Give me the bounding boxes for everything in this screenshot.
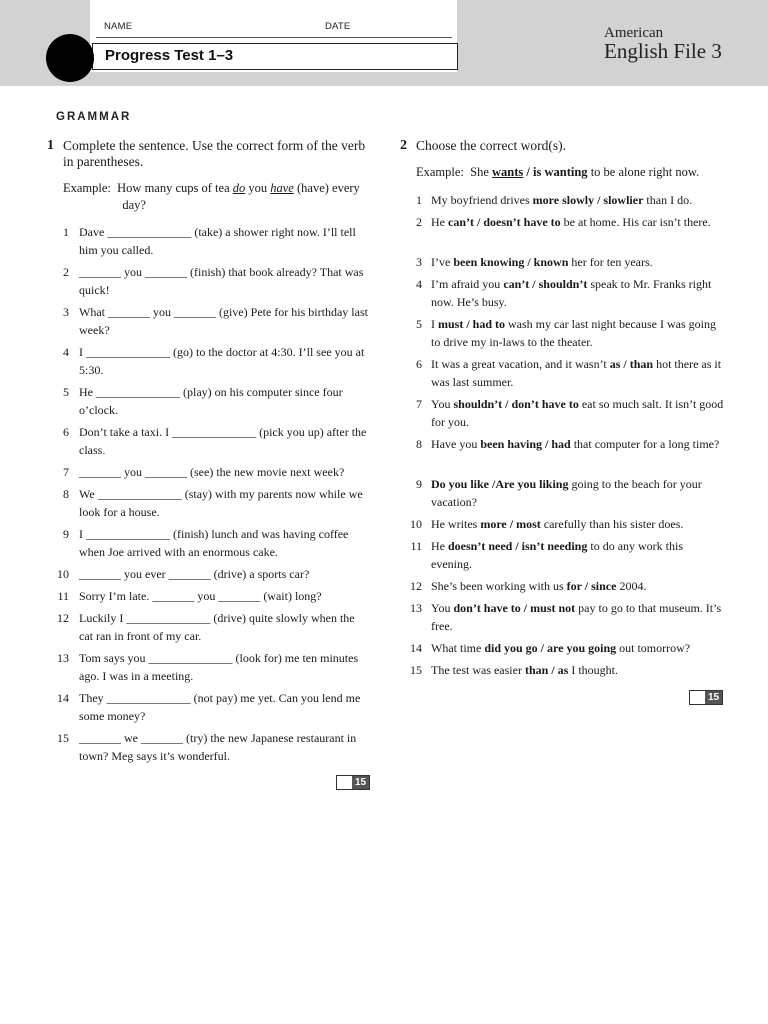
item-number: 9 (63, 527, 69, 541)
item-text: He ______________ (play) on his computer since four o’clock. (79, 385, 343, 417)
item-number: 12 (410, 579, 422, 593)
item-number: 8 (63, 487, 69, 501)
item-text: I’m afraid you can’t / shouldn’t speak to Mr. Franks right now. He’s busy. (431, 277, 712, 309)
item-number: 10 (410, 517, 422, 531)
list-item (47, 224, 370, 264)
section-heading: GRAMMAR (56, 111, 132, 123)
item-number: 7 (63, 465, 69, 479)
list-item (400, 316, 725, 356)
item-text: They ______________ (not pay) me yet. Can you lend me some money? (79, 691, 361, 723)
list-item (400, 600, 725, 640)
list-item (47, 424, 370, 464)
item-text: I ______________ (finish) lunch and was having coffee when Joe arrived with an enormous cake. (79, 527, 349, 559)
list-item (400, 640, 725, 662)
q1-example: Example: How many cups of tea do you have (have) every day? (63, 181, 360, 212)
item-number: 5 (416, 317, 422, 331)
item-number: 13 (57, 651, 69, 665)
item-text: Luckily I ______________ (drive) quite slowly when the cat ran in front of my car. (79, 611, 355, 643)
item-number: 3 (416, 255, 422, 269)
item-text: _______ you _______ (see) the new movie next week? (79, 465, 345, 479)
list-item (47, 690, 370, 730)
item-text: What time did you go / are you going out tomorrow? (431, 641, 691, 655)
q2-list (400, 192, 725, 684)
item-number: 1 (416, 193, 422, 207)
item-text: It was a great vacation, and it wasn’t as / than hot there as it was last summer. (431, 357, 722, 389)
item-text: Have you been having / had that computer for a long time? (431, 437, 720, 451)
item-text: Dave ______________ (take) a shower right now. I’ll tell him you called. (79, 225, 356, 257)
item-number: 7 (416, 397, 422, 411)
list-item (47, 588, 370, 610)
item-text: Do you like /Are you liking going to the beach for your vacation? (431, 477, 702, 509)
list-item (400, 578, 725, 600)
item-text: I’ve been knowing / known her for ten years. (431, 255, 653, 269)
list-item (47, 264, 370, 304)
item-number: 6 (416, 357, 422, 371)
item-number: 15 (410, 663, 422, 677)
item-text: Tom says you ______________ (look for) me ten minutes ago. I was in a meeting. (79, 651, 359, 683)
list-item (47, 610, 370, 650)
item-number: 2 (63, 265, 69, 279)
list-item (400, 516, 725, 538)
brand-title: English File 3 (604, 39, 722, 63)
item-text: What _______ you _______ (give) Pete for his birthday last week? (79, 305, 368, 337)
list-item (47, 344, 370, 384)
item-number: 4 (63, 345, 69, 359)
q1-instruction: Complete the sentence. Use the correct form of the verb in parentheses. (63, 138, 366, 169)
item-number: 10 (57, 567, 69, 581)
q2-example: Example: She wants / is wanting to be alone right now. (416, 165, 700, 179)
item-number: 6 (63, 425, 69, 439)
date-label: DATE (325, 21, 351, 32)
item-text: She’s been working with us for / since 2004. (431, 579, 647, 593)
item-number: 11 (410, 539, 422, 553)
item-number: 15 (57, 731, 69, 745)
q2-number: 2 (400, 138, 407, 153)
item-text: I must / had to wash my car last night because I was going to drive my in-laws to the theater. (431, 317, 716, 349)
circle-marker (46, 34, 94, 82)
q1-list (47, 224, 370, 770)
list-item (47, 526, 370, 566)
list-item (47, 650, 370, 690)
list-item (400, 276, 725, 316)
item-number: 1 (63, 225, 69, 239)
item-text: Don’t take a taxi. I ______________ (pick you up) after the class. (79, 425, 367, 457)
list-item (47, 486, 370, 526)
item-text: Sorry I’m late. _______ you _______ (wait) long? (79, 589, 322, 603)
item-text: He writes more / most carefully than his sister does. (431, 517, 684, 531)
list-item (400, 192, 725, 214)
q2-instruction: Choose the correct word(s). (416, 138, 566, 153)
item-text: _______ you ever _______ (drive) a sports car? (79, 567, 310, 581)
list-item (400, 538, 725, 578)
item-number: 2 (416, 215, 422, 229)
name-date-line (96, 37, 452, 38)
item-number: 3 (63, 305, 69, 319)
title-box (92, 43, 458, 70)
item-text: _______ you _______ (finish) that book already? That was quick! (79, 265, 364, 297)
q1-number: 1 (47, 138, 54, 153)
brand-american: American (604, 25, 664, 41)
item-text: My boyfriend drives more slowly / slowlier than I do. (431, 193, 693, 207)
item-number: 14 (410, 641, 422, 655)
item-number: 5 (63, 385, 69, 399)
list-item (47, 384, 370, 424)
item-number: 12 (57, 611, 69, 625)
item-text: You shouldn’t / don’t have to eat so much salt. It isn’t good for you. (431, 397, 724, 429)
list-item (400, 476, 725, 516)
item-text: The test was easier than / as I thought. (431, 663, 618, 677)
q2-score: 15 (705, 691, 722, 704)
list-item (47, 304, 370, 344)
list-item (400, 254, 725, 276)
item-number: 14 (57, 691, 69, 705)
name-label: NAME (104, 21, 133, 32)
item-text: We ______________ (stay) with my parents now while we look for a house. (79, 487, 363, 519)
item-text: He doesn’t need / isn’t needing to do any work this evening. (431, 539, 684, 571)
list-item (400, 214, 725, 254)
list-item (47, 566, 370, 588)
list-item (400, 662, 725, 684)
page-title: Progress Test 1–3 (105, 47, 234, 64)
item-number: 4 (416, 277, 422, 291)
item-number: 11 (57, 589, 69, 603)
q1-score-box (336, 775, 370, 790)
item-number: 13 (410, 601, 422, 615)
list-item (400, 436, 725, 476)
item-text: You don’t have to / must not pay to go to that museum. It’s free. (431, 601, 722, 633)
list-item (400, 396, 725, 436)
item-text: I ______________ (go) to the doctor at 4:30. I’ll see you at 5:30. (79, 345, 365, 377)
list-item (47, 730, 370, 770)
list-item (47, 464, 370, 486)
q1-score: 15 (352, 776, 369, 789)
list-item (400, 356, 725, 396)
q2-score-box (689, 690, 723, 705)
item-number: 8 (416, 437, 422, 451)
item-number: 9 (416, 477, 422, 491)
item-text: _______ we _______ (try) the new Japanese restaurant in town? Meg says it’s wonderful. (79, 731, 357, 763)
item-text: He can’t / doesn’t have to be at home. His car isn’t there. (431, 215, 711, 229)
